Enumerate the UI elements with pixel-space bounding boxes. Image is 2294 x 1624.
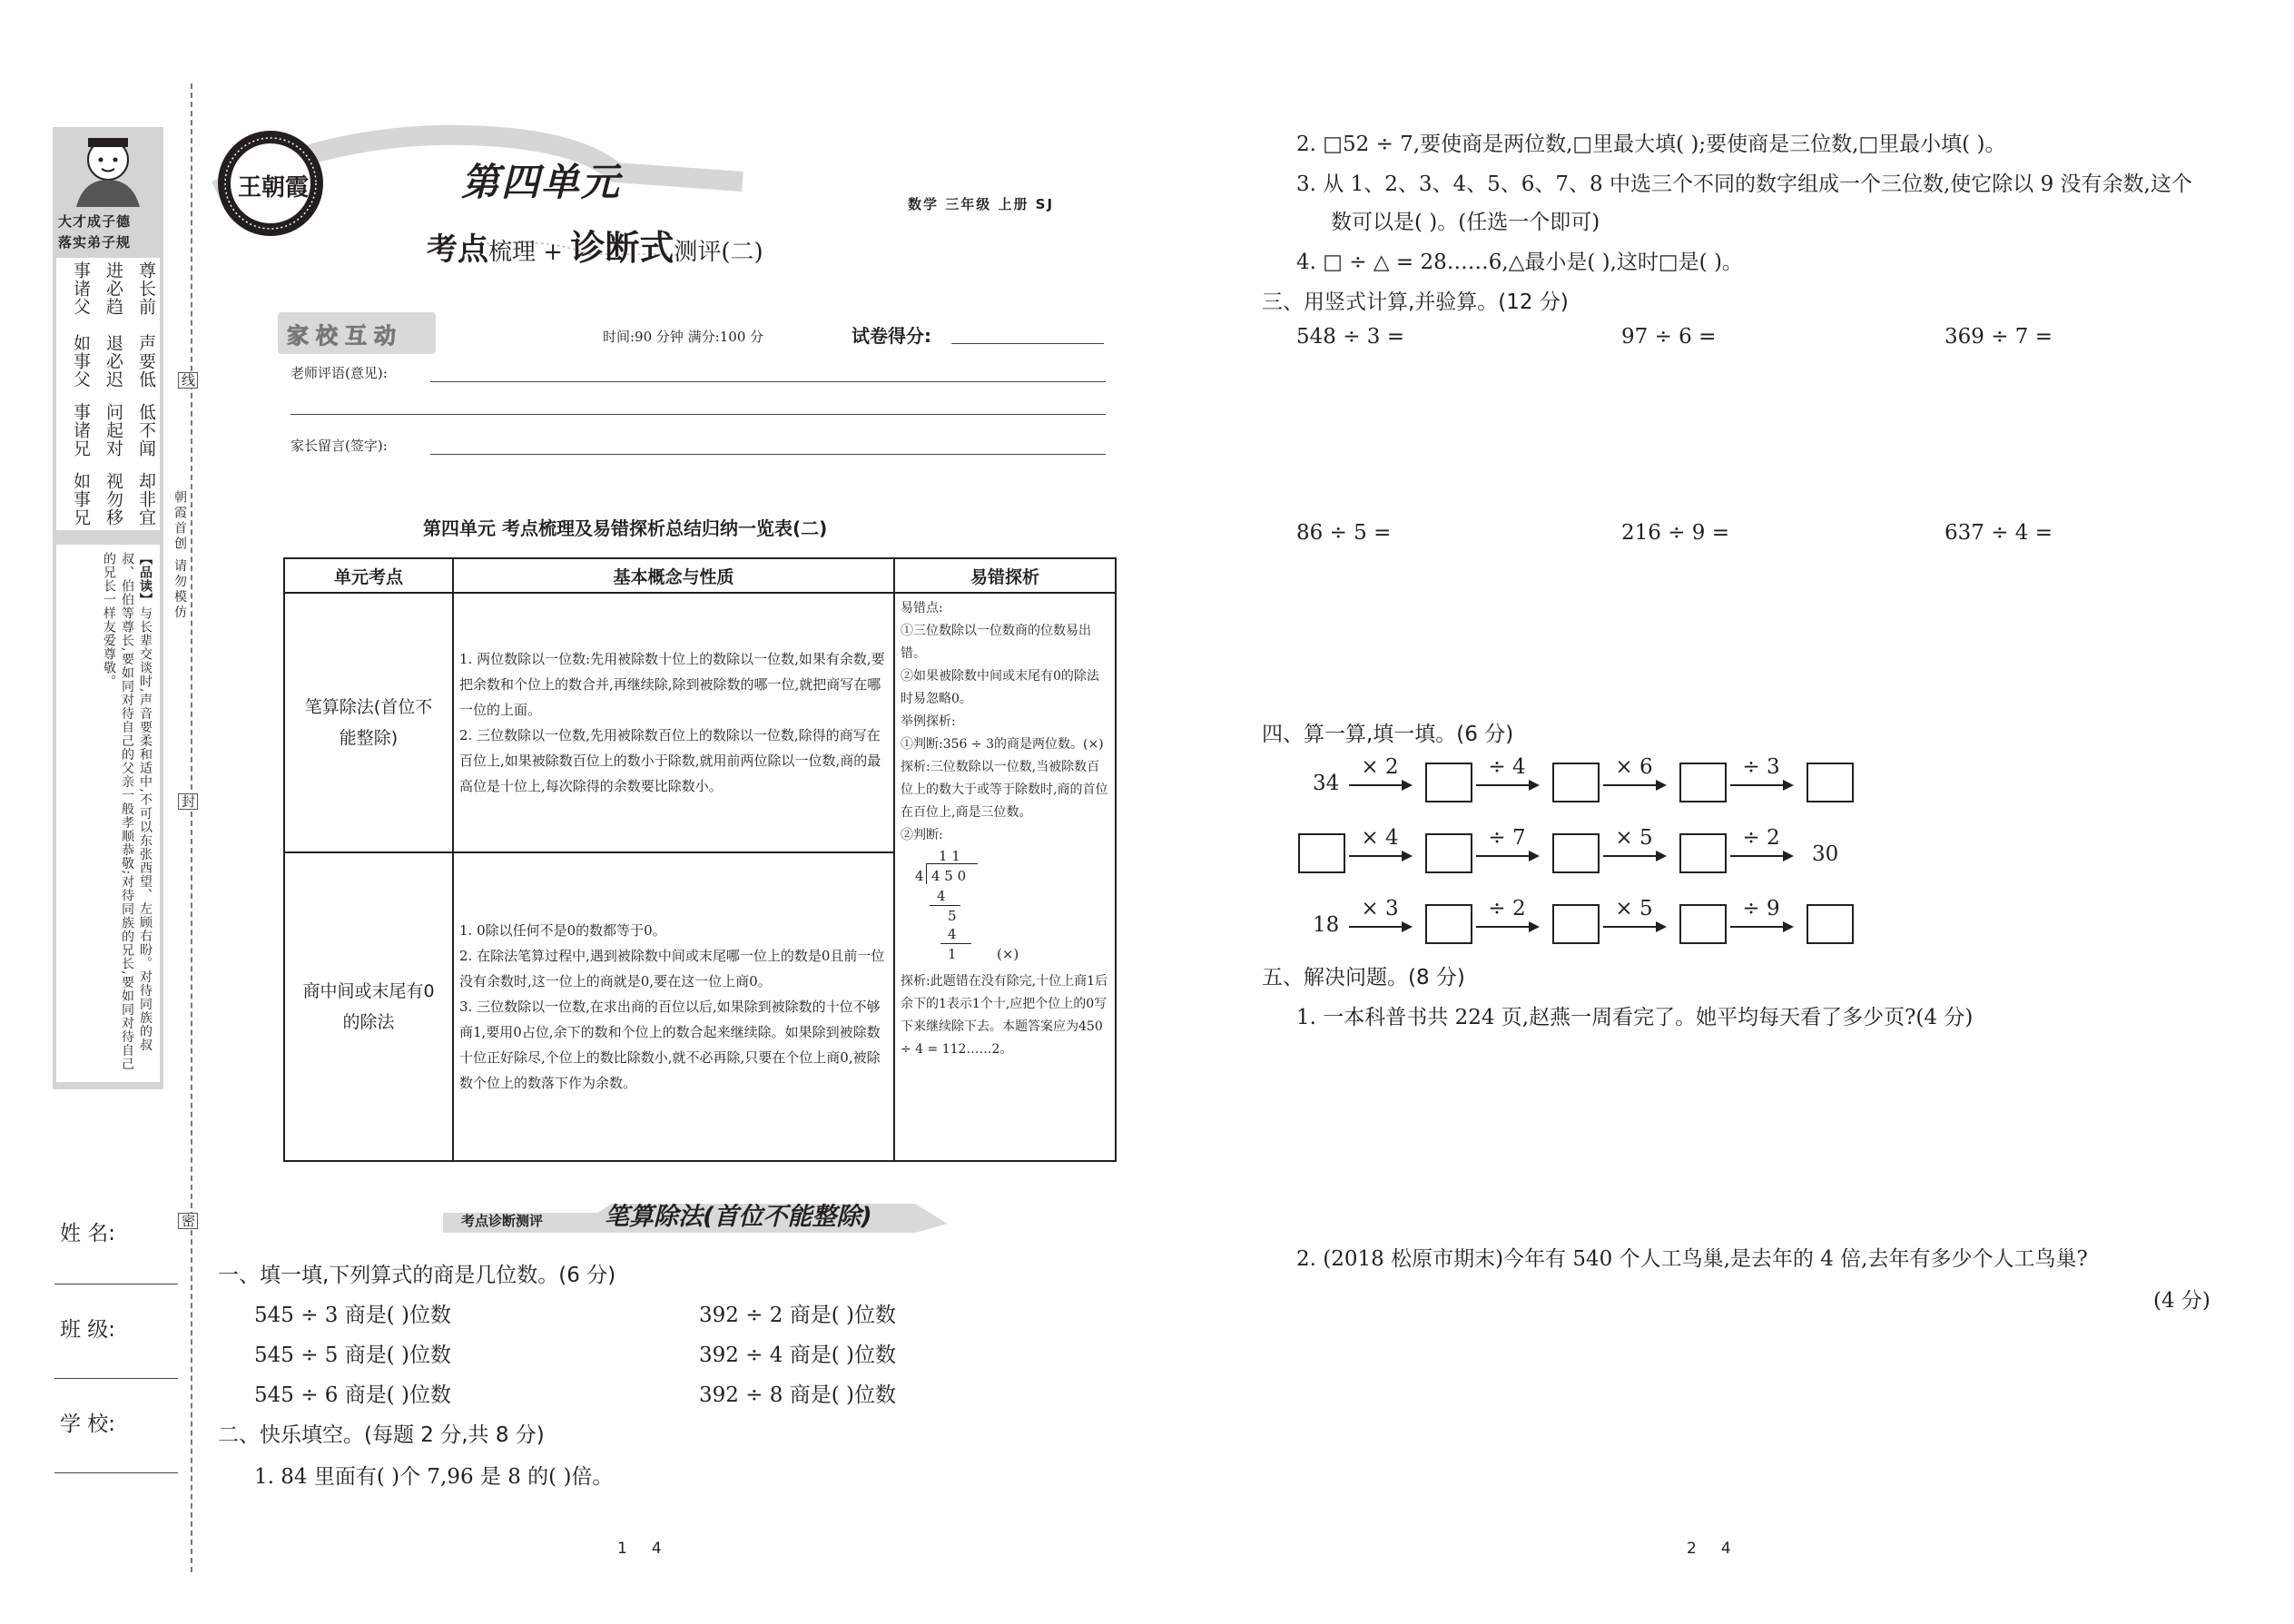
section2-title: 二、快乐填空。(每题 2 分,共 8 分): [218, 1423, 545, 1447]
calc-item: 216 ÷ 9 =: [1621, 521, 1730, 545]
answer-box[interactable]: [1679, 763, 1727, 802]
concept-cell: 1. 两位数除以一位数:先用被除数十位上的数除以一位数,如果有余数,要把余数和个位上的数合并,再继续除,除到被除数的哪一位,就把商写在哪一位的上面。 2. 三位数除以一位数,先用被除数百位上的数除以一位数,除得的商写在百位上,如果被除数百位上的数小于除数,就用前两位除以一位数,商的最高位是十位上,每次除得的余数要比除数小。: [453, 593, 894, 852]
binding-line-outer: [191, 84, 192, 1572]
table-caption: 第四单元 考点梳理及易错探析总结归纳一览表(二): [423, 517, 828, 539]
answer-box[interactable]: [1807, 904, 1854, 944]
sidebar-reading: 【品读】与长辈交谈时,声音要柔和适中,不可以东张西望、左顾右盼。对待同族的叔叔、伯伯等尊长,要如同对待自己的父亲一般孝顺恭敬;对待同族的兄长,要如同对待自己的兄长一样友爱尊敬。: [56, 545, 160, 1082]
section-banner-tag: 考点诊断测评: [461, 1213, 544, 1229]
family-school-label: 家校互动: [287, 323, 403, 349]
page-title: 考点梳理 + 诊断式测评(二): [427, 228, 763, 268]
name-label: 姓 名:: [60, 1222, 116, 1245]
question-item: 545 ÷ 6 商是( )位数: [254, 1383, 451, 1407]
arrow-icon: [1476, 784, 1538, 786]
table-row: [284, 593, 1116, 852]
page-number-right: 2 4: [1687, 1540, 1731, 1558]
page-number-left: 1 4: [617, 1540, 662, 1558]
chain-op: ÷ 3: [1742, 755, 1780, 779]
question-item: 545 ÷ 5 商是( )位数: [254, 1343, 451, 1367]
chain-start: 34: [1313, 772, 1340, 795]
parent-comment-label: 家长留言(签字):: [290, 438, 388, 454]
calc-item: 548 ÷ 3 =: [1296, 325, 1405, 349]
question-points: (4 分): [2153, 1289, 2210, 1313]
arrow-icon: [1730, 926, 1792, 928]
answer-box[interactable]: [1552, 904, 1600, 944]
chain-op: ÷ 2: [1488, 897, 1526, 920]
topic-cell: 商中间或末尾有0的除法: [284, 852, 453, 1161]
section-banner-title: 笔算除法(首位不能整除): [605, 1203, 872, 1231]
chain-op: ÷ 2: [1742, 826, 1780, 850]
chain-end: 30: [1812, 842, 1839, 866]
arrow-icon: [1349, 926, 1411, 928]
chain-op: × 5: [1615, 826, 1653, 850]
brand-logo-text: 王朝霞: [238, 174, 310, 202]
question-item: 2. □52 ÷ 7,要使商是两位数,□里最大填( );要使商是三位数,□里最小填( )。: [1296, 133, 2006, 156]
chain-start: 18: [1313, 913, 1340, 937]
arrow-icon: [1730, 855, 1792, 857]
answer-box[interactable]: [1552, 833, 1600, 873]
question-item: 1. 一本科普书共 224 页,赵燕一周看完了。她平均每天看了多少页?(4 分): [1296, 1006, 1974, 1029]
column-header: 基本概念与性质: [453, 558, 894, 593]
question-item: 3. 从 1、2、3、4、5、6、7、8 中选三个不同的数字组成一个三位数,使它除以 9 没有余数,这个: [1296, 172, 2192, 196]
question-item: 2. (2018 松原市期末)今年有 540 个人工鸟巢,是去年的 4 倍,去年有多少个人工鸟巢?: [1296, 1247, 2088, 1271]
calc-item: 637 ÷ 4 =: [1944, 521, 2053, 545]
binding-mark-mi: 密: [180, 1214, 196, 1228]
question-item: 545 ÷ 3 商是( )位数: [254, 1304, 451, 1327]
question-item: 392 ÷ 8 商是( )位数: [699, 1383, 896, 1407]
chain-op: ÷ 7: [1488, 826, 1526, 850]
column-header: 单元考点: [284, 558, 453, 593]
teacher-comment-label: 老师评语(意见):: [290, 365, 388, 381]
school-label: 学 校:: [60, 1412, 116, 1436]
comment-line-2[interactable]: [290, 414, 1106, 415]
answer-box[interactable]: [1298, 833, 1345, 873]
chain-op: × 5: [1615, 897, 1653, 920]
chain-op: ÷ 9: [1742, 897, 1780, 920]
column-header: 易错探析: [894, 558, 1116, 593]
chain-op: × 4: [1361, 826, 1399, 850]
chain-op: × 3: [1361, 897, 1399, 920]
concept-cell: 1. 0除以任何不是0的数都等于0。 2. 在除法笔算过程中,遇到被除数中间或末尾哪一位上的数是0且前一位没有余数时,这一位上的商就是0,要在这一位上商0。 3. 三位数除以一位数,在求出商的百位以后,如果除到被除数的十位不够商1,要用0占位,余下的数和个位上的数合起来继续除。如果除到被除数十位正好除尽,个位上的数比除数小,就不必再除,只要在个位上商0,被除数个位上的数落下作为余数。: [453, 852, 894, 1161]
calc-item: 369 ÷ 7 =: [1944, 325, 2053, 349]
calc-item: 97 ÷ 6 =: [1621, 325, 1717, 349]
binding-notice: 朝霞首创 请勿模仿: [172, 490, 187, 621]
time-info: 时间:90 分钟 满分:100 分: [603, 329, 764, 345]
parent-comment-field[interactable]: [430, 454, 1106, 455]
arrow-icon: [1476, 855, 1538, 857]
score-field[interactable]: [951, 343, 1104, 344]
class-field[interactable]: [54, 1378, 178, 1379]
binding-mark-xian: 线: [180, 373, 196, 388]
school-field[interactable]: [54, 1472, 178, 1473]
arrow-icon: [1603, 926, 1665, 928]
unit-title: 第四单元: [461, 160, 622, 204]
arrow-icon: [1603, 855, 1665, 857]
sidebar-banner-2: 落实弟子规: [58, 234, 132, 251]
sidebar-banner-1: 大才成子德: [58, 213, 132, 230]
section1-title: 一、填一填,下列算式的商是几位数。(6 分): [218, 1264, 616, 1287]
score-label: 试卷得分:: [852, 325, 931, 347]
arrow-icon: [1730, 784, 1792, 786]
arrow-icon: [1349, 784, 1411, 786]
sidebar-poem: 尊长前 声要低 低不闻 却非宜 进必趋 退必迟 问起对 视勿移 事诸父 如事父 事诸兄 如事兄: [56, 258, 160, 530]
answer-box[interactable]: [1807, 763, 1854, 802]
question-item: 1. 84 里面有( )个 7,96 是 8 的( )倍。: [254, 1465, 614, 1489]
chain-op: × 6: [1615, 755, 1653, 779]
question-item: 392 ÷ 4 商是( )位数: [699, 1343, 896, 1367]
chain-op: × 2: [1361, 755, 1399, 779]
answer-box[interactable]: [1679, 904, 1727, 944]
section3-title: 三、用竖式计算,并验算。(12 分): [1262, 290, 1569, 314]
question-item: 4. □ ÷ △ = 28……6,△最小是( ),这时□是( )。: [1296, 251, 1743, 274]
arrow-icon: [1349, 855, 1411, 857]
answer-box[interactable]: [1679, 833, 1727, 873]
calc-item: 86 ÷ 5 =: [1296, 521, 1392, 545]
binding-mark-feng: 封: [180, 794, 196, 809]
error-cell: 易错点: ①三位数除以一位数商的位数易出错。 ②如果被除数中间或末尾有0的除法时易忽略0。 举例探析: ①判断:356 ÷ 3的商是两位数。(×) 探析:三位数除以一位数,当被除数百位上的数大于或等于除数时,商的首位在百位上,商是三位数。 ②判断: 1 1 4 4 5 0 4 5 4 1 (×) 探析:此题错在没有除完,十位上商1后余下的1表示1个十,应把个位上的0写下来继续除下去。本题答案应为450 ÷ 4 = 112……2。: [894, 593, 1116, 1161]
topic-cell: 笔算除法(首位不能整除): [284, 593, 453, 852]
question-item: 392 ÷ 2 商是( )位数: [699, 1304, 896, 1327]
answer-box[interactable]: [1425, 763, 1472, 802]
section4-title: 四、算一算,填一填。(6 分): [1262, 723, 1514, 746]
long-division-figure: 1 1 4 4 5 0 4 5 4 1 (×): [915, 848, 1019, 962]
arrow-icon: [1603, 784, 1665, 786]
section5-title: 五、解决问题。(8 分): [1262, 966, 1465, 989]
answer-box[interactable]: [1425, 904, 1472, 944]
course-meta: 数学 三年级 上册 SJ: [908, 196, 1055, 212]
teacher-comment-field[interactable]: [430, 381, 1106, 382]
answer-box[interactable]: [1425, 833, 1472, 873]
class-label: 班 级:: [60, 1318, 116, 1342]
question-item: 数可以是( )。(任选一个即可): [1331, 211, 1600, 234]
table-header-row: [284, 558, 1116, 593]
mascot-avatar: [65, 133, 151, 209]
answer-box[interactable]: [1552, 763, 1600, 802]
arrow-icon: [1476, 926, 1538, 928]
chain-op: ÷ 4: [1488, 755, 1526, 779]
summary-table: [283, 557, 1117, 1162]
